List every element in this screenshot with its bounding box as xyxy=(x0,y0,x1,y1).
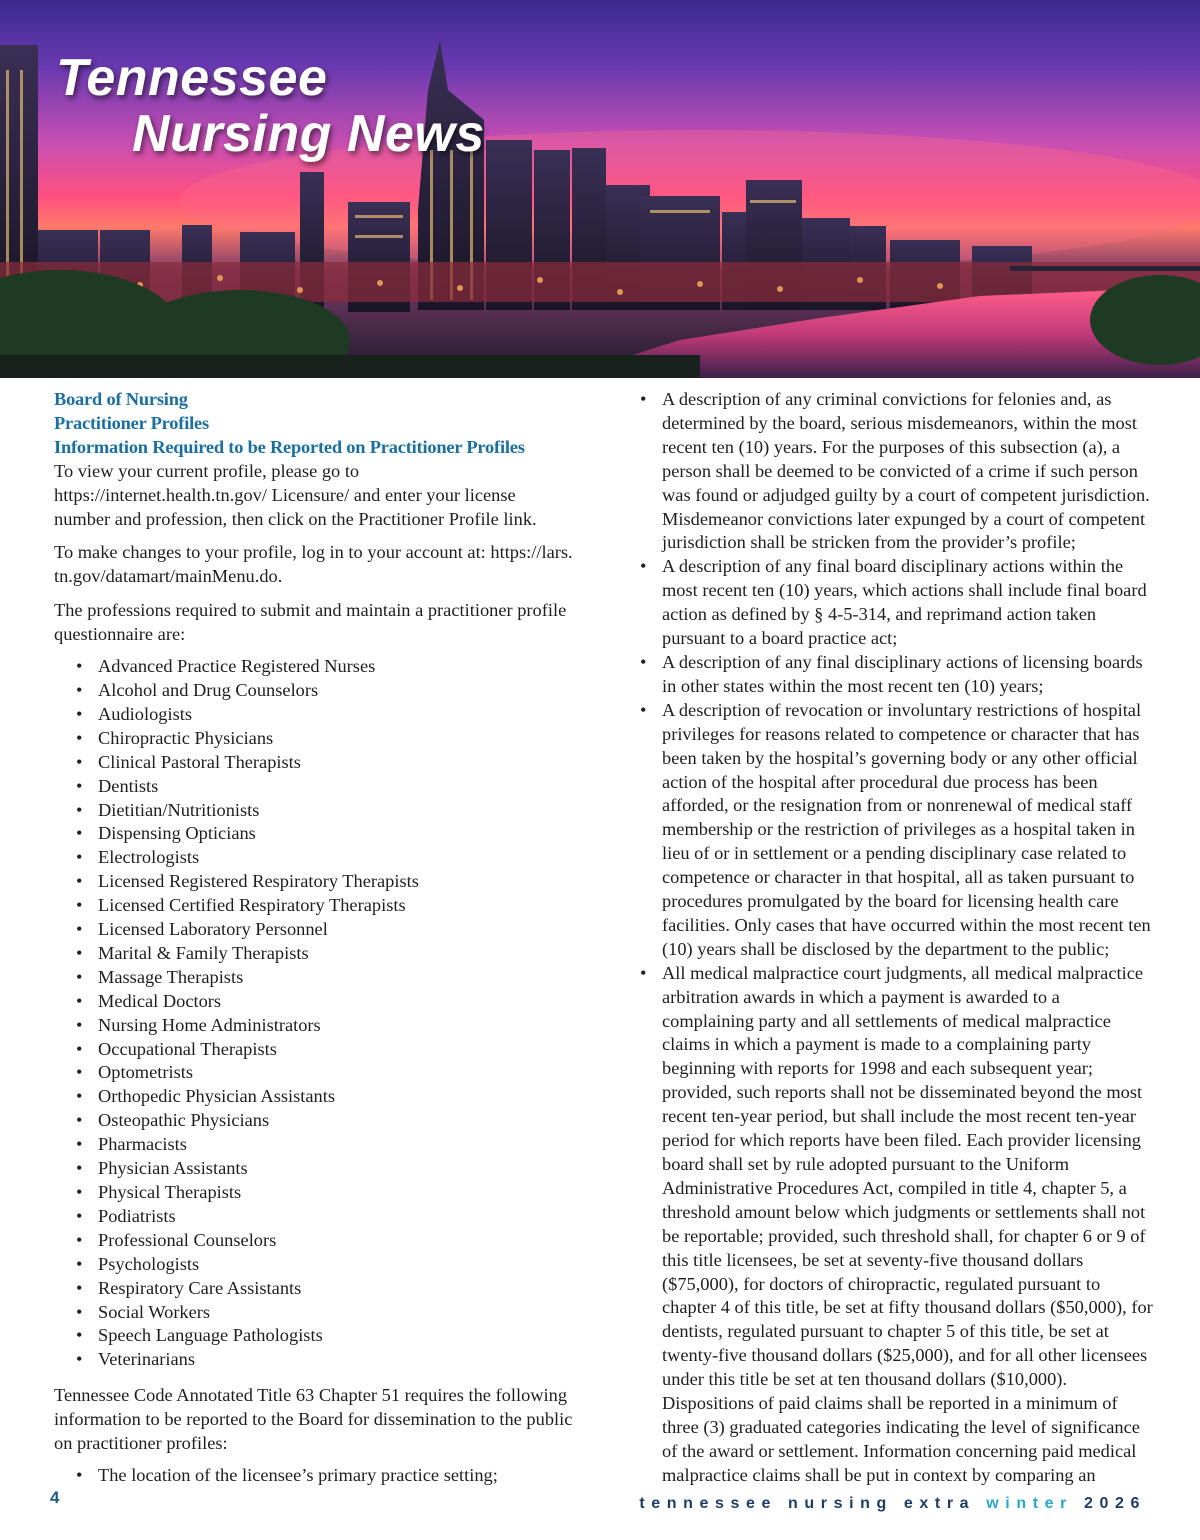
professions-intro-paragraph: The professions required to submit and maintain a practitioner profile questionnaire are: xyxy=(54,600,567,645)
list-item: • Licensed Registered Respiratory Therapists xyxy=(54,870,574,894)
list-item: • Clinical Pastoral Therapists xyxy=(54,751,574,775)
right-column xyxy=(638,388,1153,1488)
list-item: • Osteopathic Physicians xyxy=(54,1109,574,1133)
list-item: • Audiologists xyxy=(54,703,574,727)
list-item: • Occupational Therapists xyxy=(54,1038,574,1062)
section-subheading: Practitioner Profiles xyxy=(54,412,209,433)
list-item: • Social Workers xyxy=(54,1301,574,1325)
list-item: • Respiratory Care Assistants xyxy=(54,1277,574,1301)
masthead-title-line2: Nursing News xyxy=(132,105,485,163)
list-item: • The location of the licensee’s primary practice setting; xyxy=(54,1464,574,1488)
list-item: • Chiropractic Physicians xyxy=(54,727,574,751)
required-info-list-right xyxy=(638,388,1153,1488)
list-item: • Professional Counselors xyxy=(54,1229,574,1253)
list-item: • Physical Therapists xyxy=(54,1181,574,1205)
list-item: • Dietitian/Nutritionists xyxy=(54,799,574,823)
list-item: • Nursing Home Administrators xyxy=(54,1014,574,1038)
list-item: • Dentists xyxy=(54,775,574,799)
list-item: • A description of any final disciplinary actions of licensing boards in other states within the most recent ten (10) years; xyxy=(638,651,1153,699)
list-item: • Dispensing Opticians xyxy=(54,822,574,846)
section-heading: Board of Nursing xyxy=(54,389,188,409)
list-item: • Licensed Laboratory Personnel xyxy=(54,918,574,942)
list-item: • Massage Therapists xyxy=(54,966,574,990)
list-item: • Medical Doctors xyxy=(54,990,574,1014)
required-info-list-left xyxy=(54,1464,574,1488)
list-item: • Advanced Practice Registered Nurses xyxy=(54,655,574,679)
profile-change-paragraph: To make changes to your profile, log in to your account at: https://lars. tn.gov/datamart/mainMenu.do. xyxy=(54,542,573,587)
list-item: • Optometrists xyxy=(54,1061,574,1085)
section-subheading-detail: Information Required to be Reported on Practitioner Profiles xyxy=(54,436,525,457)
list-item: • A description of any criminal convictions for felonies and, as determined by the board, serious misdemeanors, within the most recent ten (10) years. For the purposes of this subsection (a), a person shall be deemed to be convicted of a crime if such person was found or adjudged guilty by a court of competent jurisdiction. Misdemeanor convictions later expunged by a court of competent jurisdiction shall be stricken from the provider’s profile; xyxy=(638,388,1153,555)
page-number: 4 xyxy=(50,1488,60,1507)
left-column xyxy=(54,388,574,1488)
list-item: • Marital & Family Therapists xyxy=(54,942,574,966)
list-item: • Psychologists xyxy=(54,1253,574,1277)
list-item: • A description of revocation or involuntary restrictions of hospital privileges for reasons related to competence or character that has been taken by the hospital’s governing body or any other official action of the hospital after procedural due process has been afforded, or the resignation from or nonrenewal of medical staff membership or the restriction of privileges as a hospital taken in lieu of or in settlement or a pending disciplinary case related to competence or character in that hospital, all as taken pursuant to procedures promulgated by the board for licensing health care facilities. Only cases that have occurred within the most recent ten (10) years shall be disclosed by the department to the public; xyxy=(638,699,1153,962)
publication-footer xyxy=(639,1495,1146,1513)
masthead-title xyxy=(0,0,600,190)
footer-publication: tennessee nursing extra xyxy=(639,1495,976,1512)
list-item: • Physician Assistants xyxy=(54,1157,574,1181)
masthead-title-line1: Tennessee xyxy=(56,49,328,107)
list-item: • Speech Language Pathologists xyxy=(54,1324,574,1348)
list-item: • Electrologists xyxy=(54,846,574,870)
footer-season: winter xyxy=(986,1495,1073,1512)
code-requirement-paragraph: Tennessee Code Annotated Title 63 Chapter 51 requires the following information to be reported to the Board for dissemination to the public on practitioner profiles: xyxy=(54,1385,573,1454)
list-item: • Orthopedic Physician Assistants xyxy=(54,1085,574,1109)
profile-view-paragraph: To view your current profile, please go to https://internet.health.tn.gov/ Licensure/ and enter your license number and profession, then click on the Practitioner Profile link. xyxy=(54,460,537,529)
list-item: • A description of any final board disciplinary actions within the most recent ten (10) years, which actions shall include final board action as defined by § 4-5-314, and reprimand action taken pursuant to a board practice act; xyxy=(638,555,1153,651)
list-item: • All medical malpractice court judgments, all medical malpractice arbitration awards in which a payment is awarded to a complaining party and all settlements of medical malpractice claims in which a payment is made to a complaining party beginning with reports for 1998 and each subsequent year; provided, such reports shall not be disseminated beyond the most recent ten-year period, but shall include the most recent ten-year period for which reports have been filed. Each provider licensing board shall set by rule adopted pursuant to the Uniform Administrative Procedures Act, compiled in title 4, chapter 5, a threshold amount below which judgments or settlements shall not be reportable; provided, such threshold shall, for chapter 6 or 9 of this title licensees, be set at seventy-five thousand dollars ($75,000), for doctors of chiropractic, regulated pursuant to chapter 4 of this title, be set at fifty thousand dollars ($50,000), for dentists, regulated pursuant to chapter 5 of this title, be set at twenty-five thousand dollars ($25,000), and for all other licensees under this title be set at ten thousand dollars ($10,000). Dispositions of paid claims shall be reported in a minimum of three (3) graduated categories indicating the level of significance of the award or settlement. Information concerning paid medical malpractice claims shall be put in context by comparing an xyxy=(638,962,1153,1488)
list-item: • Pharmacists xyxy=(54,1133,574,1157)
list-item: • Licensed Certified Respiratory Therapists xyxy=(54,894,574,918)
footer-year: 2026 xyxy=(1084,1495,1146,1512)
list-item: • Podiatrists xyxy=(54,1205,574,1229)
professions-list xyxy=(54,655,574,1372)
list-item: • Alcohol and Drug Counselors xyxy=(54,679,574,703)
list-item: • Veterinarians xyxy=(54,1348,574,1372)
masthead-banner xyxy=(0,0,1200,378)
